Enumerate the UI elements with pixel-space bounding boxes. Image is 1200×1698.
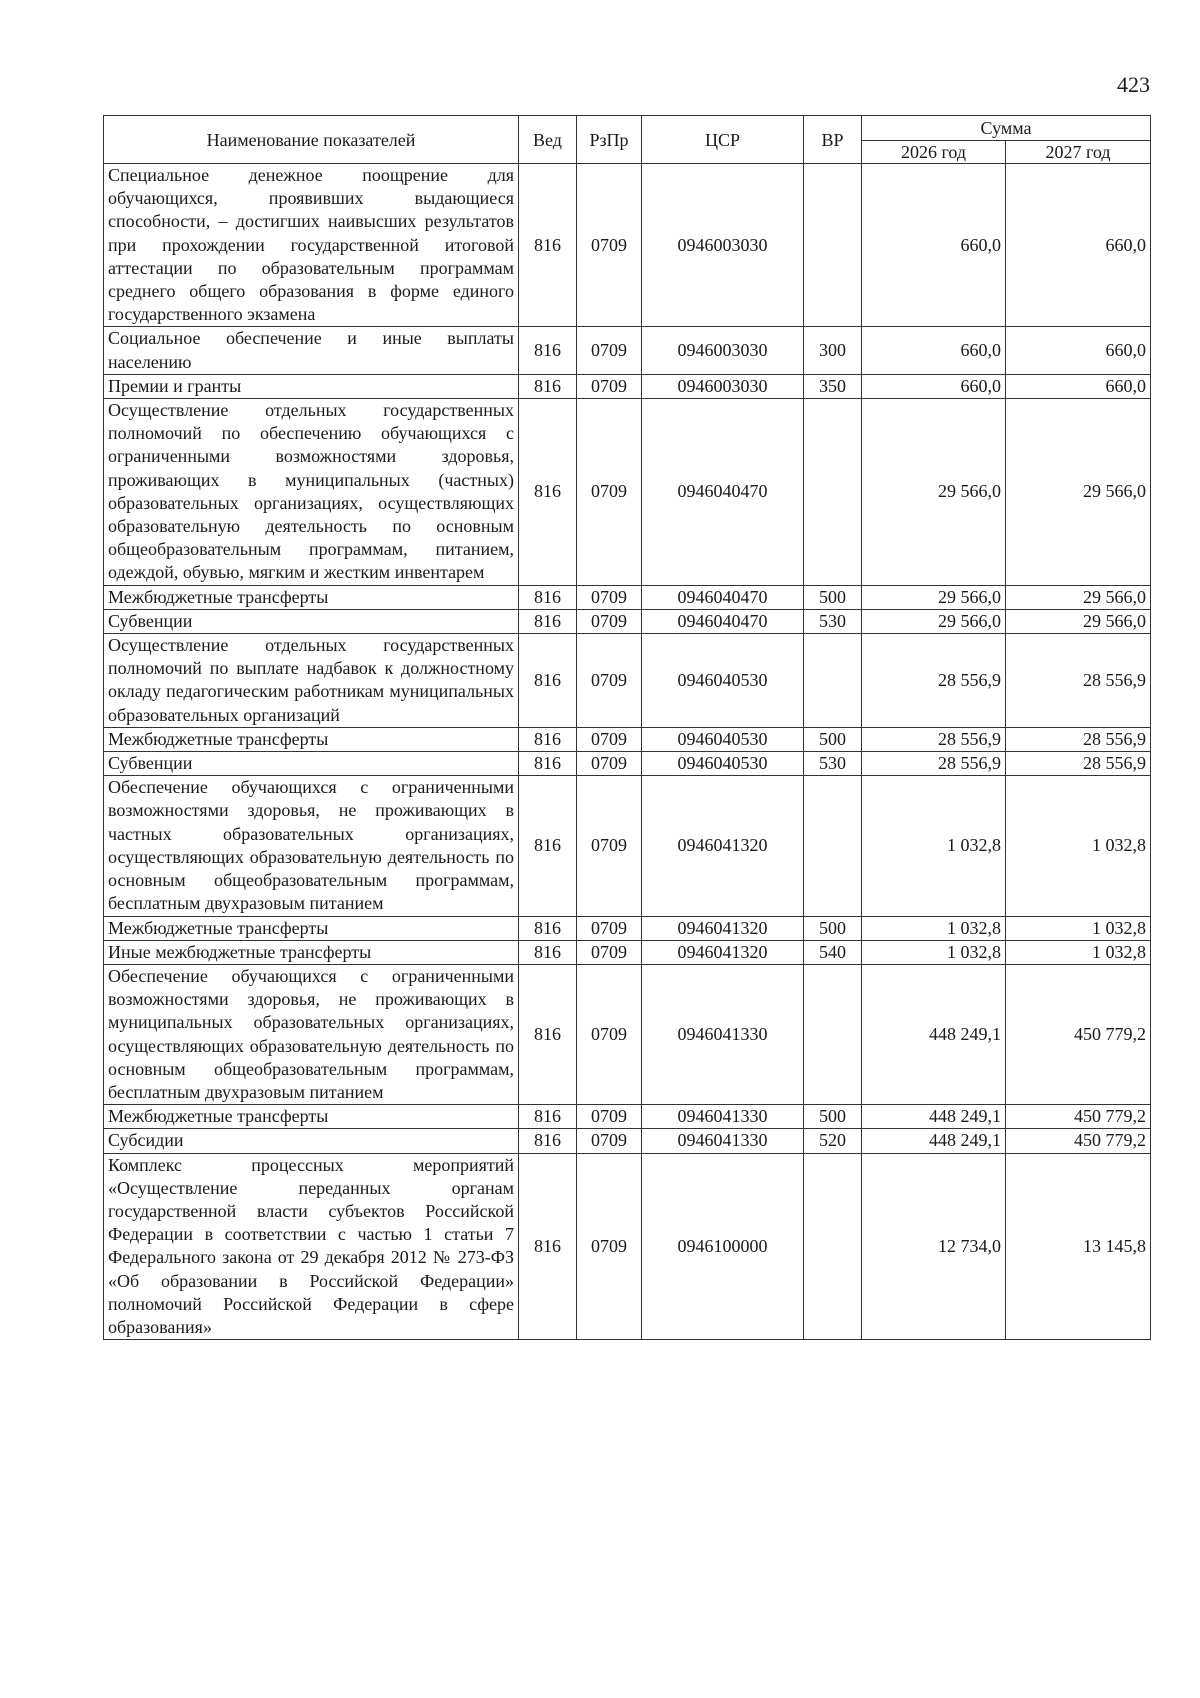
budget-table [103, 115, 1151, 1340]
cell-vr: 500 [804, 916, 862, 940]
cell-csr: 0946040530 [642, 727, 804, 751]
cell-csr: 0946041320 [642, 916, 804, 940]
cell-name: Социальное обеспечение и иные выплаты населению [104, 327, 519, 374]
cell-name: Обеспечение обучающихся с ограниченными возможностями здоровья, не проживающих в частных образовательных организациях, осуществляющих образовательную деятельность по основным общеобразовательным программам, бесплатным двухразовым питанием [104, 776, 519, 916]
cell-rzpr: 0709 [577, 609, 642, 633]
cell-amount-2027: 450 779,2 [1006, 1129, 1151, 1153]
cell-vr: 530 [804, 609, 862, 633]
cell-csr: 0946040470 [642, 585, 804, 609]
header-ved: Вед [519, 116, 577, 164]
cell-rzpr: 0709 [577, 164, 642, 327]
cell-amount-2026: 660,0 [862, 164, 1006, 327]
cell-rzpr: 0709 [577, 1153, 642, 1340]
table-row [104, 940, 1151, 964]
cell-vr [804, 1153, 862, 1340]
cell-ved: 816 [519, 585, 577, 609]
cell-csr: 0946100000 [642, 1153, 804, 1340]
cell-amount-2026: 29 566,0 [862, 399, 1006, 586]
cell-vr: 530 [804, 752, 862, 776]
cell-name: Осуществление отдельных государственных полномочий по обеспечению обучающихся с ограниченными возможностями здоровья, проживающих в муниципальных (частных) образовательных организациях, осуществляющих образовательную деятельность по основным общеобразовательным программам, питанием, одеждой, обувью, мягким и жестким инвентарем [104, 399, 519, 586]
cell-rzpr: 0709 [577, 634, 642, 728]
cell-amount-2027: 450 779,2 [1006, 964, 1151, 1104]
cell-rzpr: 0709 [577, 940, 642, 964]
cell-vr: 300 [804, 327, 862, 374]
cell-amount-2027: 660,0 [1006, 164, 1151, 327]
cell-vr [804, 164, 862, 327]
cell-rzpr: 0709 [577, 374, 642, 398]
cell-vr [804, 776, 862, 916]
cell-ved: 816 [519, 727, 577, 751]
cell-name: Премии и гранты [104, 374, 519, 398]
cell-vr: 350 [804, 374, 862, 398]
cell-rzpr: 0709 [577, 327, 642, 374]
cell-amount-2026: 448 249,1 [862, 1129, 1006, 1153]
cell-name: Субсидии [104, 1129, 519, 1153]
cell-amount-2026: 12 734,0 [862, 1153, 1006, 1340]
table-header [104, 116, 1151, 164]
cell-ved: 816 [519, 609, 577, 633]
cell-name: Межбюджетные трансферты [104, 585, 519, 609]
cell-name: Межбюджетные трансферты [104, 727, 519, 751]
cell-csr: 0946040470 [642, 609, 804, 633]
header-year-2026: 2026 год [862, 141, 1006, 164]
cell-amount-2026: 1 032,8 [862, 776, 1006, 916]
cell-ved: 816 [519, 1105, 577, 1129]
cell-amount-2026: 28 556,9 [862, 634, 1006, 728]
cell-amount-2027: 28 556,9 [1006, 727, 1151, 751]
cell-amount-2026: 1 032,8 [862, 940, 1006, 964]
table-row [104, 327, 1151, 374]
table-row [104, 1129, 1151, 1153]
cell-amount-2026: 448 249,1 [862, 964, 1006, 1104]
cell-csr: 0946040470 [642, 399, 804, 586]
cell-rzpr: 0709 [577, 585, 642, 609]
cell-vr: 500 [804, 585, 862, 609]
cell-rzpr: 0709 [577, 752, 642, 776]
cell-csr: 0946041330 [642, 964, 804, 1104]
cell-rzpr: 0709 [577, 1129, 642, 1153]
cell-name: Осуществление отдельных государственных полномочий по выплате надбавок к должностному окладу педагогическим работникам муниципальных образовательных организаций [104, 634, 519, 728]
page-number: 423 [1117, 72, 1150, 97]
cell-vr: 520 [804, 1129, 862, 1153]
cell-amount-2026: 660,0 [862, 374, 1006, 398]
cell-name: Межбюджетные трансферты [104, 1105, 519, 1129]
table-row [104, 1153, 1151, 1340]
cell-name: Обеспечение обучающихся с ограниченными возможностями здоровья, не проживающих в муниципальных образовательных организациях, осуществляющих образовательную деятельность по основным общеобразовательным программам, бесплатным двухразовым питанием [104, 964, 519, 1104]
cell-ved: 816 [519, 940, 577, 964]
cell-amount-2027: 660,0 [1006, 327, 1151, 374]
cell-amount-2027: 660,0 [1006, 374, 1151, 398]
header-csr: ЦСР [642, 116, 804, 164]
table-row [104, 752, 1151, 776]
cell-csr: 0946040530 [642, 634, 804, 728]
table-row [104, 374, 1151, 398]
cell-amount-2026: 448 249,1 [862, 1105, 1006, 1129]
cell-rzpr: 0709 [577, 727, 642, 751]
table-row [104, 916, 1151, 940]
cell-ved: 816 [519, 399, 577, 586]
cell-vr [804, 964, 862, 1104]
header-name: Наименование показателей [104, 116, 519, 164]
header-rzpr: РзПр [577, 116, 642, 164]
table-row [104, 964, 1151, 1104]
table-body [104, 164, 1151, 1340]
cell-name: Субвенции [104, 752, 519, 776]
cell-rzpr: 0709 [577, 399, 642, 586]
cell-amount-2026: 28 556,9 [862, 727, 1006, 751]
cell-csr: 0946040530 [642, 752, 804, 776]
cell-ved: 816 [519, 374, 577, 398]
cell-vr [804, 399, 862, 586]
cell-ved: 816 [519, 964, 577, 1104]
table-row [104, 776, 1151, 916]
table-row [104, 1105, 1151, 1129]
cell-ved: 816 [519, 916, 577, 940]
cell-csr: 0946003030 [642, 327, 804, 374]
cell-rzpr: 0709 [577, 964, 642, 1104]
cell-amount-2026: 29 566,0 [862, 585, 1006, 609]
cell-vr [804, 634, 862, 728]
table-row [104, 634, 1151, 728]
cell-ved: 816 [519, 327, 577, 374]
cell-name: Субвенции [104, 609, 519, 633]
cell-rzpr: 0709 [577, 916, 642, 940]
cell-csr: 0946041320 [642, 940, 804, 964]
table-row [104, 164, 1151, 327]
cell-csr: 0946041320 [642, 776, 804, 916]
cell-amount-2027: 28 556,9 [1006, 634, 1151, 728]
cell-rzpr: 0709 [577, 776, 642, 916]
cell-amount-2026: 660,0 [862, 327, 1006, 374]
cell-vr: 540 [804, 940, 862, 964]
cell-ved: 816 [519, 1153, 577, 1340]
cell-csr: 0946003030 [642, 374, 804, 398]
cell-csr: 0946041330 [642, 1105, 804, 1129]
cell-amount-2027: 29 566,0 [1006, 609, 1151, 633]
cell-ved: 816 [519, 164, 577, 327]
cell-ved: 816 [519, 776, 577, 916]
cell-amount-2026: 28 556,9 [862, 752, 1006, 776]
cell-csr: 0946041330 [642, 1129, 804, 1153]
cell-vr: 500 [804, 1105, 862, 1129]
cell-amount-2027: 29 566,0 [1006, 585, 1151, 609]
table-row [104, 585, 1151, 609]
cell-amount-2027: 29 566,0 [1006, 399, 1151, 586]
cell-rzpr: 0709 [577, 1105, 642, 1129]
header-vr: ВР [804, 116, 862, 164]
cell-csr: 0946003030 [642, 164, 804, 327]
cell-vr: 500 [804, 727, 862, 751]
cell-amount-2027: 1 032,8 [1006, 916, 1151, 940]
cell-ved: 816 [519, 634, 577, 728]
cell-name: Межбюджетные трансферты [104, 916, 519, 940]
header-sum: Сумма [862, 116, 1151, 141]
cell-amount-2027: 28 556,9 [1006, 752, 1151, 776]
header-year-2027: 2027 год [1006, 141, 1151, 164]
cell-amount-2027: 1 032,8 [1006, 940, 1151, 964]
cell-name: Специальное денежное поощрение для обучающихся, проявивших выдающиеся способности, – достигших наивысших результатов при прохождении государственной итоговой аттестации по образовательным программам среднего общего образования в форме единого государственного экзамена [104, 164, 519, 327]
table-row [104, 399, 1151, 586]
cell-amount-2027: 450 779,2 [1006, 1105, 1151, 1129]
cell-name: Иные межбюджетные трансферты [104, 940, 519, 964]
table-row [104, 609, 1151, 633]
cell-ved: 816 [519, 1129, 577, 1153]
cell-amount-2026: 1 032,8 [862, 916, 1006, 940]
cell-name: Комплекс процессных мероприятий «Осуществление переданных органам государственной власти субъектов Российской Федерации в соответствии с частью 1 статьи 7 Федерального закона от 29 декабря 2012 № 273-ФЗ «Об образовании в Российской Федерации» полномочий Российской Федерации в сфере образования» [104, 1153, 519, 1340]
cell-amount-2027: 1 032,8 [1006, 776, 1151, 916]
table-row [104, 727, 1151, 751]
cell-amount-2026: 29 566,0 [862, 609, 1006, 633]
cell-amount-2027: 13 145,8 [1006, 1153, 1151, 1340]
cell-ved: 816 [519, 752, 577, 776]
